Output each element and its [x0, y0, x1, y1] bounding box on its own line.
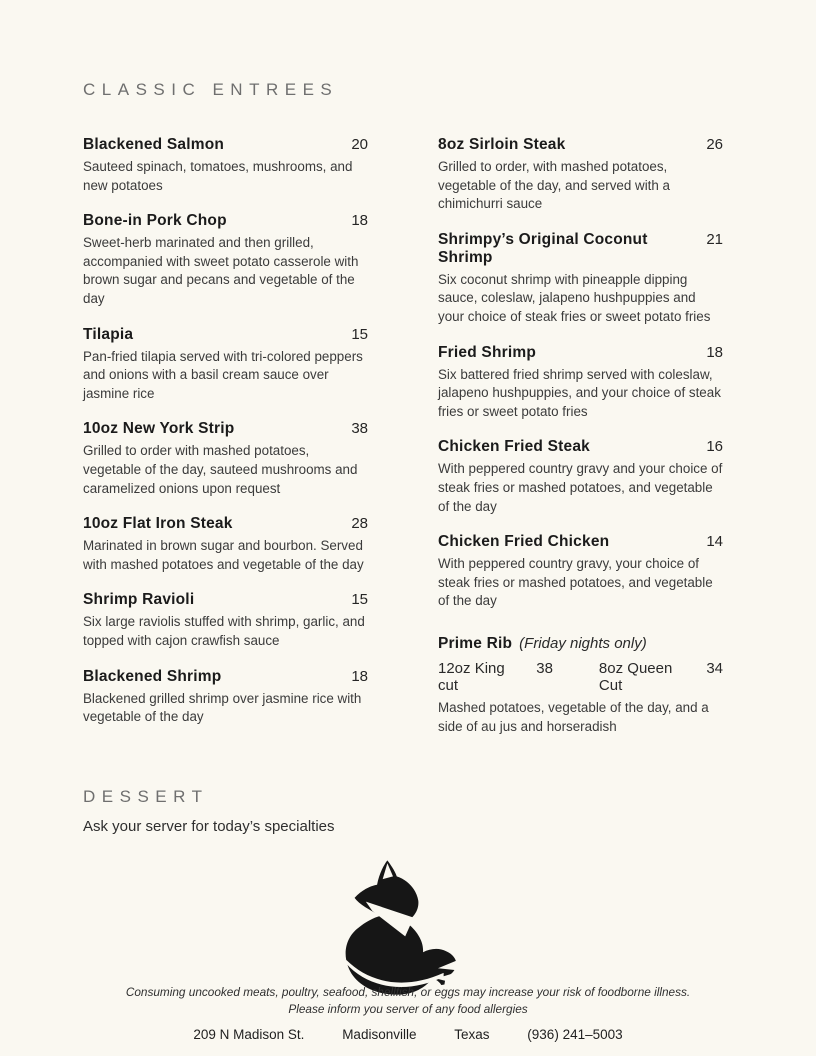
item-description: Six large raviolis stuffed with shrimp, garlic, and topped with cajon crawfish sauce	[83, 614, 365, 648]
item-price: 16	[706, 438, 723, 456]
item-head	[438, 438, 723, 456]
dessert-section	[83, 787, 733, 835]
item-name: Shrimp Ravioli	[83, 591, 195, 609]
item-price: 38	[351, 420, 368, 438]
item-head	[83, 591, 368, 609]
address-phone: (936) 241–5003	[527, 1027, 623, 1042]
menu-item-blackened-shrimp	[83, 668, 368, 727]
prime-rib-sizes	[438, 660, 723, 694]
item-name: Blackened Shrimp	[83, 667, 222, 685]
address-state: Texas	[454, 1027, 490, 1042]
menu-item-tilapia	[83, 326, 368, 404]
entrees-section-title: CLASSIC ENTREES	[83, 80, 339, 99]
item-price: 21	[706, 230, 723, 248]
address-street: 209 N Madison St.	[193, 1027, 305, 1042]
item-description: Mashed potatoes, vegetable of the day, and a side of au jus and horseradish	[438, 699, 709, 734]
item-head	[438, 136, 723, 154]
item-head	[83, 515, 368, 533]
item-description: With peppered country gravy and your choice of steak fries or mashed potatoes, and vegetable of the day	[438, 461, 723, 514]
item-price: 15	[351, 591, 368, 609]
menu-item-blackened-salmon	[83, 136, 368, 195]
size-price: 34	[706, 659, 723, 677]
item-price: 18	[351, 212, 368, 230]
dessert-section-title: DESSERT	[83, 787, 209, 807]
item-description: Grilled to order with mashed potatoes, vegetable of the day, sauteed mushrooms and caramelized onions upon request	[83, 443, 358, 496]
item-price: 28	[351, 515, 368, 533]
item-price: 20	[351, 136, 368, 153]
item-head	[438, 533, 723, 551]
item-name: Bone-in Pork Chop	[83, 212, 227, 230]
item-description: Six coconut shrimp with pineapple dipping sauce, coleslaw, jalapeno hushpuppies and your choice of steak fries or sweet potato fries	[438, 271, 711, 324]
item-name: 8oz Sirloin Steak	[438, 136, 566, 153]
item-description: Grilled to order, with mashed potatoes, vegetable of the day, and served with a chimichurri sauce	[438, 159, 671, 212]
item-name: Tilapia	[83, 325, 134, 343]
menu-item-fried-shrimp	[438, 344, 723, 422]
item-description: Sweet-herb marinated and then grilled, accompanied with sweet potato casserole with brown sugar and pecans and vegetable of the day	[83, 235, 359, 306]
item-price: 26	[706, 136, 723, 153]
item-price: 18	[706, 343, 723, 361]
disclaimer-line-1: Consuming uncooked meats, poultry, seafood, shellfish, or eggs may increase your risk of foodborne illness.	[125, 985, 691, 999]
item-price: 15	[351, 325, 368, 343]
item-description: Blackened grilled shrimp over jasmine rice with vegetable of the day	[83, 690, 362, 725]
item-name: Fried Shrimp	[438, 343, 536, 361]
item-price: 14	[706, 533, 723, 551]
item-price: 18	[351, 667, 368, 685]
disclaimer-line-2: Please inform you server of any food allergies	[288, 1002, 528, 1016]
logo-container	[83, 851, 733, 1006]
menu-item-flat-iron-steak	[83, 515, 368, 574]
item-head	[438, 635, 723, 653]
item-description: With peppered country gravy, your choice of steak fries or mashed potatoes, and vegetable of the day	[438, 556, 713, 609]
item-head	[83, 136, 368, 154]
item-description: Marinated in brown sugar and bourbon. Served with mashed potatoes and vegetable of the day	[83, 538, 364, 572]
address-city: Madisonville	[342, 1027, 417, 1042]
menu-item-coconut-shrimp	[438, 231, 723, 327]
size-label: 12oz King cut	[438, 659, 505, 694]
item-description: Six battered fried shrimp served with coleslaw, jalapeno hushpuppies, and your choice of steak fries or sweet potato fries	[438, 366, 721, 419]
item-description: Pan-fried tilapia served with tri-colored peppers and onions with a basil cream sauce over jasmine rice	[83, 348, 363, 401]
size-price: 38	[536, 659, 553, 677]
item-head	[83, 668, 368, 686]
item-availability-note: (Friday nights only)	[519, 634, 647, 652]
item-name: Chicken Fried Chicken	[438, 533, 610, 551]
menu-item-bone-in-pork-chop	[83, 212, 368, 308]
item-name: 10oz Flat Iron Steak	[83, 515, 233, 533]
item-head	[83, 212, 368, 230]
item-head	[438, 344, 723, 362]
address-line	[0, 1027, 816, 1042]
item-name: 10oz New York Strip	[83, 420, 235, 438]
item-head	[83, 420, 368, 438]
footer	[0, 984, 816, 1042]
fox-logo-icon	[333, 851, 483, 1006]
item-head	[438, 231, 723, 267]
menu-item-sirloin-steak	[438, 136, 723, 214]
menu-item-chicken-fried-chicken	[438, 533, 723, 611]
dessert-text: Ask your server for today’s specialties	[83, 818, 335, 836]
entrees-grid	[83, 136, 733, 753]
menu-item-new-york-strip	[83, 420, 368, 498]
item-head	[83, 326, 368, 344]
entrees-right-column	[438, 136, 723, 753]
menu-item-chicken-fried-steak	[438, 438, 723, 516]
menu-item-shrimp-ravioli	[83, 591, 368, 650]
item-name: Chicken Fried Steak	[438, 438, 590, 456]
menu-item-prime-rib	[438, 635, 723, 736]
item-name: Prime Rib	[438, 634, 513, 652]
item-description: Sauteed spinach, tomatoes, mushrooms, and new potatoes	[83, 159, 353, 193]
item-name: Shrimpy’s Original Coconut Shrimp	[438, 230, 648, 266]
item-name: Blackened Salmon	[83, 136, 225, 153]
entrees-left-column	[83, 136, 368, 753]
size-label: 8oz Queen Cut	[598, 659, 673, 694]
